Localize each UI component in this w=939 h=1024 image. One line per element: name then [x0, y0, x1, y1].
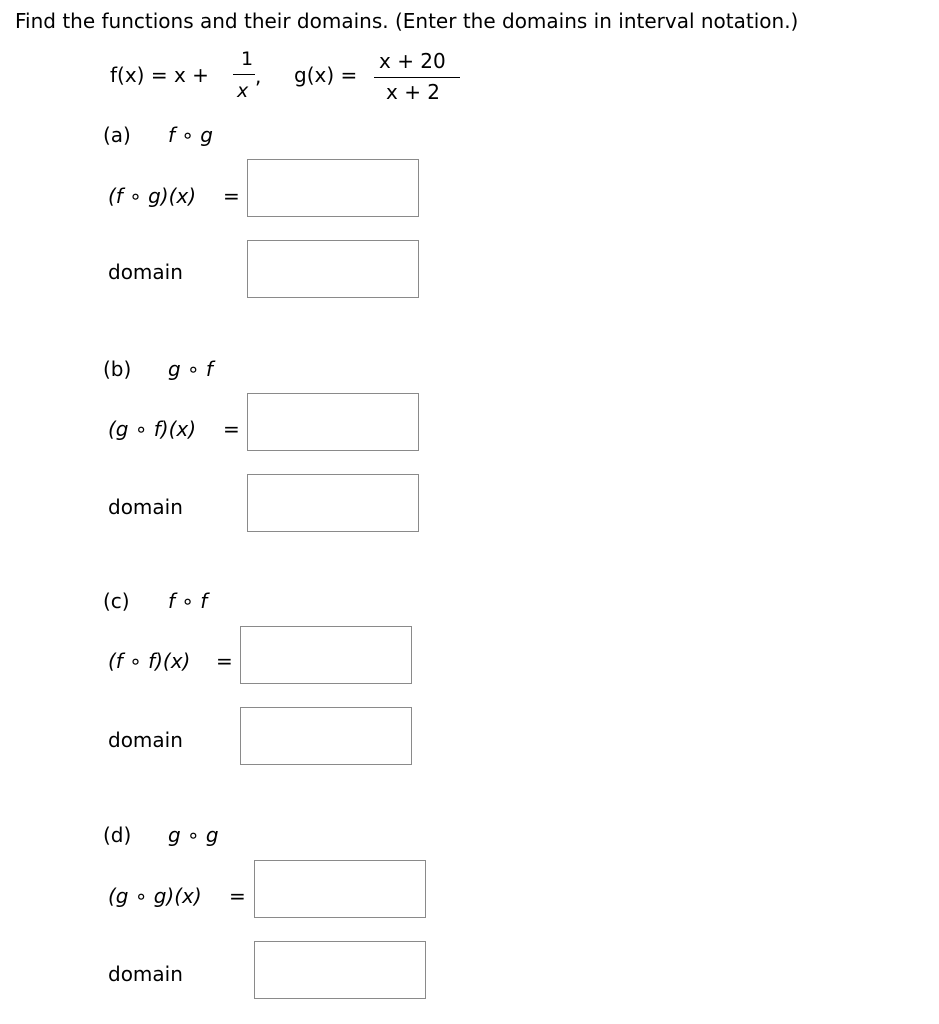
- part-b-letter: (b): [103, 357, 132, 381]
- part-c-domain-label: domain: [108, 728, 183, 752]
- part-b-expression-label: (g ∘ f)(x): [108, 417, 197, 441]
- part-d-expression-label: (g ∘ g)(x): [108, 884, 202, 908]
- part-a-composition: f ∘ g: [168, 123, 213, 147]
- f-fraction-numerator: 1: [241, 48, 254, 70]
- part-a-expression-label: (f ∘ g)(x): [108, 184, 197, 208]
- g-fraction-numerator: x + 20: [379, 49, 446, 73]
- part-d-domain-input[interactable]: [254, 941, 426, 999]
- f-fraction-denominator: x: [237, 80, 249, 102]
- part-c-composition: f ∘ f: [168, 589, 208, 613]
- part-b-domain-label: domain: [108, 495, 183, 519]
- part-c-equals-sign: =: [216, 649, 233, 673]
- part-d-letter: (d): [103, 823, 132, 847]
- part-c-domain-input[interactable]: [240, 707, 412, 765]
- f-fraction-bar: [233, 74, 255, 75]
- part-c-expression-input[interactable]: [240, 626, 412, 684]
- part-d-expression-input[interactable]: [254, 860, 426, 918]
- part-b-expression-input[interactable]: [247, 393, 419, 451]
- f-definition-comma: ,: [255, 64, 262, 88]
- g-fraction-denominator: x + 2: [386, 80, 441, 104]
- part-c-expression-label: (f ∘ f)(x): [108, 649, 191, 673]
- g-fraction-bar: [374, 77, 460, 78]
- g-definition-lhs: g(x) =: [294, 63, 358, 87]
- part-d-equals-sign: =: [229, 884, 246, 908]
- part-b-equals-sign: =: [223, 417, 240, 441]
- part-d-composition: g ∘ g: [168, 823, 219, 847]
- part-a-equals-sign: =: [223, 184, 240, 208]
- instructions-text: Find the functions and their domains. (Enter the domains in interval notation.): [15, 9, 799, 33]
- part-b-domain-input[interactable]: [247, 474, 419, 532]
- part-a-domain-input[interactable]: [247, 240, 419, 298]
- part-a-letter: (a): [103, 123, 131, 147]
- part-c-letter: (c): [103, 589, 130, 613]
- part-d-domain-label: domain: [108, 962, 183, 986]
- part-a-expression-input[interactable]: [247, 159, 419, 217]
- part-b-composition: g ∘ f: [168, 357, 213, 381]
- part-a-domain-label: domain: [108, 260, 183, 284]
- f-definition-lhs: f(x) = x +: [110, 63, 209, 87]
